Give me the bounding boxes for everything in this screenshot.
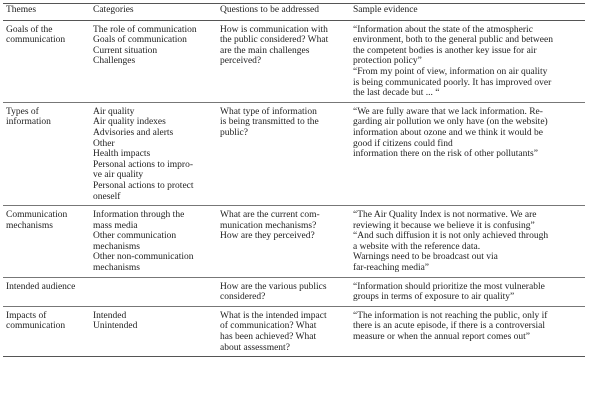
theme-cell bbox=[3, 277, 90, 306]
cell-line: Impacts of bbox=[6, 310, 47, 321]
cell-line: Other non-communication bbox=[93, 252, 194, 263]
categories-cell bbox=[90, 206, 217, 278]
cell-line: Advisories and alerts bbox=[93, 127, 174, 138]
header-themes: Themes bbox=[3, 4, 90, 21]
cell-line: is being communicated poorly. It has improved over bbox=[353, 77, 552, 88]
cell-line: Health impacts bbox=[93, 149, 151, 160]
cell-line: Air quality indexes bbox=[93, 117, 166, 128]
cell-line: How is communication with bbox=[220, 24, 328, 35]
cell-line: Unintended bbox=[93, 321, 138, 332]
cell-line: “The Air Quality Index is not normative. We are bbox=[353, 210, 537, 221]
cell-line: Types of bbox=[6, 106, 39, 117]
table-row bbox=[3, 306, 585, 356]
table-row bbox=[3, 20, 585, 102]
header-evidence: Sample evidence bbox=[350, 4, 585, 21]
cell-line: What type of information bbox=[220, 106, 317, 117]
categories-cell bbox=[90, 102, 217, 205]
questions-cell bbox=[217, 306, 350, 356]
cell-line: oneself bbox=[93, 191, 121, 202]
cell-line: the last decade but ... “ bbox=[353, 88, 440, 99]
cell-line: Goals of the bbox=[6, 24, 53, 35]
cell-line: reviewing it because we believe it is confusing” bbox=[353, 220, 535, 231]
theme-cell bbox=[3, 206, 90, 278]
cell-line: are the main challenges bbox=[220, 45, 310, 56]
header-row bbox=[3, 4, 585, 21]
cell-line: How are they perceived? bbox=[220, 231, 315, 242]
cell-line: a website with the reference data. bbox=[353, 241, 481, 252]
cell-line: perceived? bbox=[220, 56, 262, 67]
header-categories: Categories bbox=[90, 4, 217, 21]
cell-line: mechanisms bbox=[93, 263, 140, 274]
table-header bbox=[3, 4, 585, 21]
cell-line: Intended audience bbox=[6, 281, 76, 292]
cell-line: Communication bbox=[6, 210, 68, 221]
questions-cell bbox=[217, 206, 350, 278]
cell-line: mass media bbox=[93, 220, 138, 231]
cell-line: Information through the bbox=[93, 210, 185, 221]
cell-line: public? bbox=[220, 127, 248, 138]
questions-cell bbox=[217, 20, 350, 102]
theme-cell bbox=[3, 306, 90, 356]
cell-line: garding air pollution we only have (on the website) bbox=[353, 117, 548, 128]
cell-line: environment, both to the general public and between bbox=[353, 35, 553, 46]
cell-line: Warnings need to be broadcast out via bbox=[353, 252, 498, 263]
cell-line: Current situation bbox=[93, 45, 158, 56]
cell-line: Personal actions to protect bbox=[93, 180, 194, 191]
cell-line: “Information about the state of the atmospheric bbox=[353, 24, 533, 35]
cell-line: about assessment? bbox=[220, 342, 290, 353]
cell-line: groups in terms of exposure to air quality” bbox=[353, 292, 515, 303]
themes-table bbox=[3, 3, 585, 357]
cell-line: Other communication bbox=[93, 231, 177, 242]
cell-line: What is the intended impact bbox=[220, 310, 327, 321]
cell-line: The role of communication bbox=[93, 24, 197, 35]
cell-line: “From my point of view, information on air quality bbox=[353, 66, 548, 77]
cell-line: munication mechanisms? bbox=[220, 220, 317, 231]
cell-line: is being transmitted to the bbox=[220, 117, 319, 128]
cell-line: “We are fully aware that we lack information. Re- bbox=[353, 106, 543, 117]
cell-line: the public considered? What bbox=[220, 35, 329, 46]
cell-line: Personal actions to impro- bbox=[93, 159, 193, 170]
cell-line: How are the various publics bbox=[220, 281, 327, 292]
cell-line: “Information should prioritize the most vulnerable bbox=[353, 281, 545, 292]
theme-cell bbox=[3, 102, 90, 205]
table-row bbox=[3, 102, 585, 205]
questions-cell bbox=[217, 102, 350, 205]
cell-line: far-reaching media” bbox=[353, 263, 430, 274]
categories-cell bbox=[90, 277, 217, 306]
cell-line: “And such diffusion it is not only achieved through bbox=[353, 231, 549, 242]
cell-line: Challenges bbox=[93, 56, 136, 67]
cell-line: information about ozone and we think it would be bbox=[353, 127, 543, 138]
cell-line: the competent bodies is another key issue for air bbox=[353, 45, 537, 56]
cell-line: information there on the risk of other pollutants” bbox=[353, 149, 538, 160]
table-row bbox=[3, 277, 585, 306]
cell-line: Goals of communication bbox=[93, 35, 187, 46]
cell-line: measure or when the annual report comes out” bbox=[353, 332, 531, 343]
categories-cell bbox=[90, 306, 217, 356]
evidence-cell bbox=[350, 306, 585, 356]
theme-cell bbox=[3, 20, 90, 102]
cell-line: good if citizens could find bbox=[353, 138, 453, 149]
cell-line: of communication? What bbox=[220, 321, 317, 332]
evidence-cell bbox=[350, 206, 585, 278]
cell-line: Air quality bbox=[93, 106, 135, 117]
cell-line: Intended bbox=[93, 310, 127, 321]
cell-line: information bbox=[6, 117, 51, 128]
cell-line: communication bbox=[6, 35, 66, 46]
table-row bbox=[3, 206, 585, 278]
cell-line: mechanisms bbox=[6, 220, 53, 231]
cell-line: considered? bbox=[220, 292, 266, 303]
evidence-cell bbox=[350, 277, 585, 306]
cell-line: there is an acute episode, if there is a controversial bbox=[353, 321, 546, 332]
cell-line: has been achieved? What bbox=[220, 332, 317, 343]
evidence-cell bbox=[350, 102, 585, 205]
evidence-cell bbox=[350, 20, 585, 102]
header-questions: Questions to be addressed bbox=[217, 4, 350, 21]
cell-line: Other bbox=[93, 138, 115, 149]
table-body bbox=[3, 20, 585, 357]
cell-line: protection policy” bbox=[353, 56, 422, 67]
questions-cell bbox=[217, 277, 350, 306]
categories-cell bbox=[90, 20, 217, 102]
cell-line: mechanisms bbox=[93, 241, 140, 252]
cell-line: “The information is not reaching the public, only if bbox=[353, 310, 548, 321]
cell-line: ve air quality bbox=[93, 170, 144, 181]
cell-line: What are the current com- bbox=[220, 210, 320, 221]
cell-line: communication bbox=[6, 321, 66, 332]
